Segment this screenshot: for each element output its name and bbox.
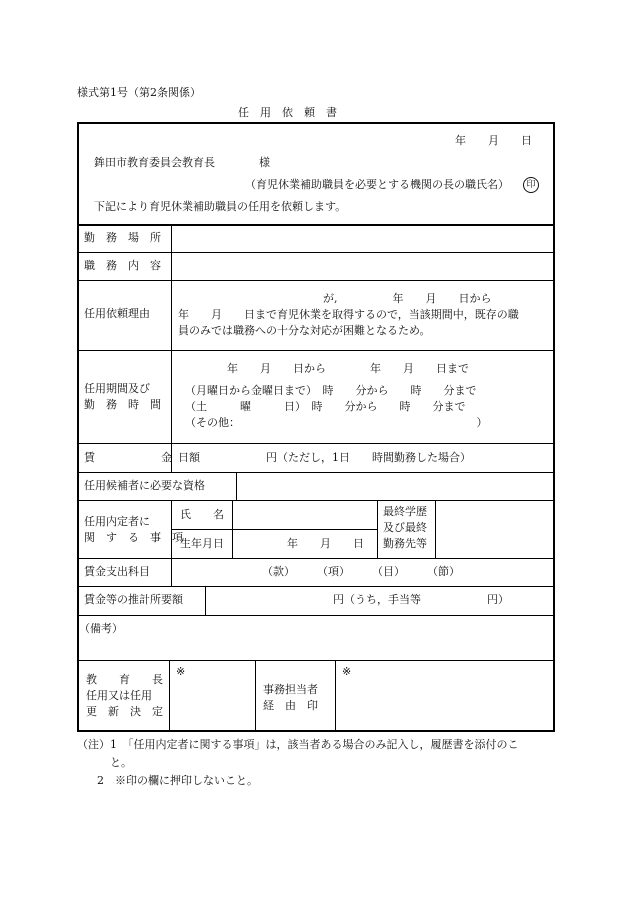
education-label-2: 及び最終 <box>383 521 427 534</box>
reason-line-2: 年 月 日まで育児休業を取得するので，当該期間中，既存の職 <box>178 308 519 321</box>
period-line-4: （その他： ） <box>185 416 488 429</box>
request-date: 年 月 日 <box>455 134 532 147</box>
period-line-2: （月曜日から金曜日まで） 時 分から 時 分まで <box>185 384 477 397</box>
qualification-label: 任用候補者に必要な資格 <box>84 479 205 492</box>
appointee-label-2: 関 す る 事 項 <box>84 531 183 544</box>
reason-label: 任用依頼理由 <box>84 307 150 320</box>
decision-mark: ※ <box>176 665 186 678</box>
period-line-3: （土 曜 日） 時 分から 時 分まで <box>185 400 466 413</box>
workplace-label: 勤 務 場 所 <box>84 231 161 244</box>
officer-label-2: 経 由 印 <box>263 699 318 712</box>
decision-label-3: 更 新 決 定 <box>86 705 163 718</box>
period-line-1: 年 月 日から 年 月 日まで <box>227 362 469 375</box>
officer-mark: ※ <box>342 665 352 678</box>
birthdate-label: 生年月日 <box>180 537 224 550</box>
seal-mark: 印 <box>523 177 539 193</box>
budget-value: （款） （項） （目） （節） <box>262 565 460 578</box>
period-label-1: 任用期間及び <box>84 382 150 395</box>
birthdate-value: 年 月 日 <box>287 537 364 550</box>
note-2: 2 ※印の欄に押印しないこと。 <box>97 774 258 787</box>
decision-label-1: 教 育 長 <box>86 673 163 686</box>
decision-label-2: 任用又は任用 <box>86 689 152 702</box>
wage-value: 日額 円（ただし，1日 時間勤務した場合） <box>178 451 471 464</box>
addressee: 鉾田市教育委員会教育長 様 <box>94 156 270 169</box>
requester-title: （育児休業補助職員を必要とする機関の長の職氏名） <box>245 178 509 191</box>
appointee-label-1: 任用内定者に <box>84 515 150 528</box>
period-label-2: 勤 務 時 間 <box>84 398 161 411</box>
request-statement: 下記により育児休業補助職員の任用を依頼します。 <box>94 200 347 213</box>
duties-label: 職 務 内 容 <box>84 259 161 272</box>
form-title: 任 用 依 頼 書 <box>238 106 337 119</box>
officer-label-1: 事務担当者 <box>263 683 318 696</box>
education-label-3: 勤務先等 <box>383 537 427 550</box>
wage-label: 賃 金 <box>84 451 172 464</box>
budget-label: 賃金支出科目 <box>84 565 150 578</box>
note-1b: と。 <box>110 756 132 769</box>
reason-line-3: 員のみでは職務への十分な対応が困難となるため。 <box>178 324 431 337</box>
remarks-label: （備考） <box>79 622 123 635</box>
reason-line-1: が, 年 月 日から <box>323 292 492 305</box>
education-label-1: 最終学歴 <box>383 505 427 518</box>
form-number: 様式第1号（第2条関係） <box>77 86 201 99</box>
note-1a: （注）1 「任用内定者に関する事項」は，該当者ある場合のみ記入し，履歴書を添付のこ <box>77 738 519 751</box>
estimate-value: 円（うち，手当等 円） <box>333 593 509 606</box>
estimate-label: 賃金等の推計所要額 <box>84 593 183 606</box>
name-label: 氏 名 <box>180 508 224 521</box>
